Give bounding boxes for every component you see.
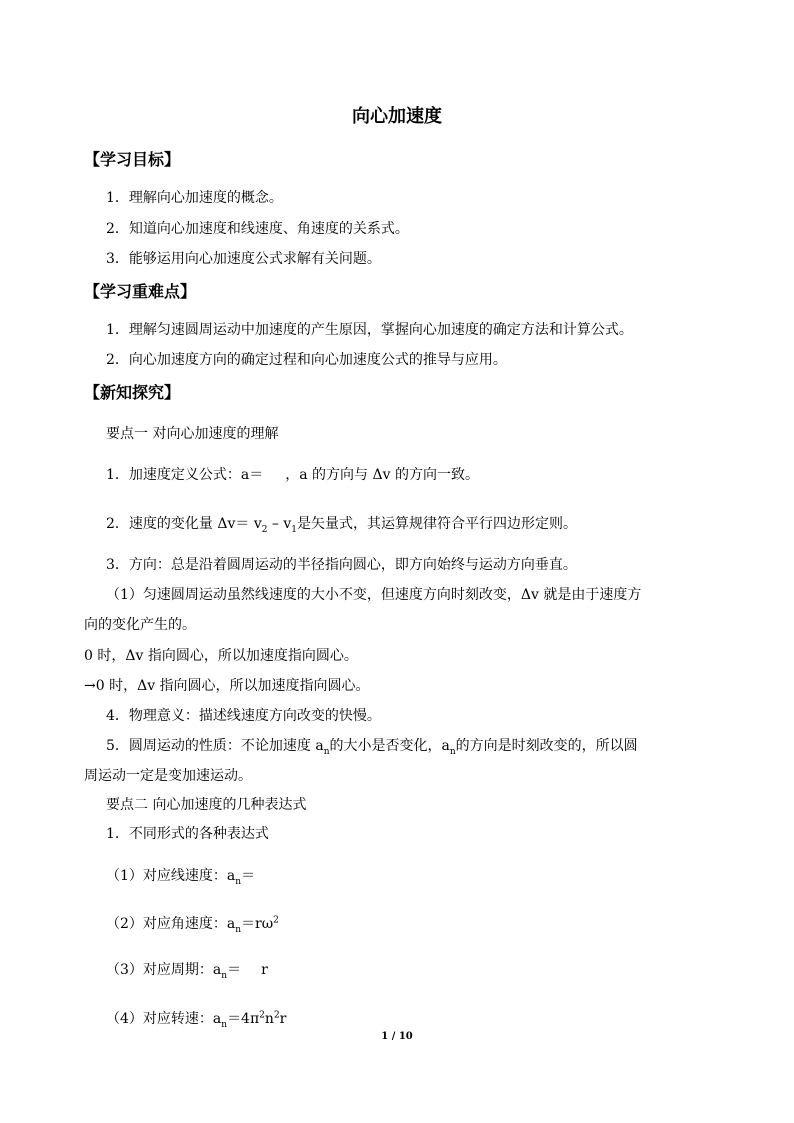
point1-line-uniform-a: （1）匀速圆周运动虽然线速度的大小不变，但速度方向时刻改变，Δv 就是由于速度方	[106, 587, 642, 603]
formula-tail: ＝4π	[227, 1011, 260, 1027]
formula-n: n	[264, 1011, 274, 1027]
point1-title: 要点一 对向心加速度的理解	[106, 426, 279, 442]
subscript-n: n	[235, 876, 242, 887]
point1-line-uniform-b: 向的变化产生的。	[84, 617, 196, 633]
key-item-2: 2．向心加速度方向的确定过程和向心加速度公式的推导与应用。	[106, 352, 507, 368]
formula-label: （4）对应转速：a	[106, 1011, 222, 1027]
point1-line-limit-1: 0 时，Δv 指向圆心，所以加速度指向圆心。	[84, 648, 358, 664]
point1-line-meaning: 4．物理意义：描述线速度方向改变的快慢。	[106, 708, 381, 724]
formula-rotation-speed	[106, 1009, 286, 1029]
point1-line-limit-2: →0 时，Δv 指向圆心，所以加速度指向圆心。	[84, 678, 370, 694]
point1-line-nature-a	[106, 736, 638, 756]
formula-linear-velocity	[106, 866, 255, 886]
formula-period	[106, 960, 268, 980]
superscript-2: 2	[273, 915, 279, 926]
point1-line-nature-b: 周运动一定是变加速运动。	[84, 768, 252, 784]
formula-angular-velocity	[106, 914, 279, 934]
superscript-2: 2	[259, 1010, 265, 1021]
nature-text-3: 的方向是时刻改变的，所以圆	[455, 738, 638, 754]
formula-label: （1）对应线速度：a	[106, 868, 236, 884]
subscript-n: n	[221, 970, 228, 981]
delta-v-prefix: 2．速度的变化量 Δv＝ v	[106, 516, 262, 532]
delta-v-minus: – v	[267, 516, 292, 532]
formula-label: （2）对应角速度：a	[106, 916, 236, 932]
page-title: 向心加速度	[352, 106, 442, 127]
subscript-1: 1	[291, 524, 298, 535]
subscript-n: n	[235, 924, 242, 935]
formula-r: r	[261, 962, 268, 978]
accel-def-prefix: 1．加速度定义公式：a＝	[106, 467, 264, 483]
formula-tail: ＝rω	[241, 916, 274, 932]
formula-r: r	[279, 1011, 287, 1027]
page-number: 1 / 10	[381, 1031, 413, 1042]
section-heading-goals: 【学习目标】	[84, 150, 181, 169]
nature-text-2: 的大小是否变化，a	[329, 738, 450, 754]
point1-line-direction: 3．方向：总是沿着圆周运动的半径指向圆心，即方向始终与运动方向垂直。	[106, 557, 577, 573]
goal-item-1: 1．理解向心加速度的概念。	[106, 190, 283, 206]
point1-line-accel-def	[106, 465, 479, 485]
nature-text-1: 5．圆周运动的性质：不论加速度 a	[106, 738, 324, 754]
delta-v-suffix: 是矢量式，其运算规律符合平行四边形定则。	[297, 516, 578, 532]
formula-eq: ＝	[227, 962, 242, 978]
subscript-n: n	[221, 1019, 228, 1030]
accel-def-suffix: ，a 的方向与 Δv 的方向一致。	[285, 467, 479, 483]
formula-label: （3）对应周期：a	[106, 962, 222, 978]
point2-subtitle: 1．不同形式的各种表达式	[106, 826, 269, 842]
section-heading-explore: 【新知探究】	[84, 383, 181, 402]
superscript-2: 2	[273, 1010, 280, 1021]
subscript-n: n	[449, 746, 456, 757]
goal-item-2: 2．知道向心加速度和线速度、角速度的关系式。	[106, 221, 409, 237]
subscript-2: 2	[261, 524, 268, 535]
section-heading-key: 【学习重难点】	[84, 282, 197, 301]
subscript-n: n	[323, 746, 330, 757]
point1-line-delta-v	[106, 514, 577, 534]
formula-tail: ＝	[241, 868, 256, 884]
key-item-1: 1．理解匀速圆周运动中加速度的产生原因，掌握向心加速度的确定方法和计算公式。	[106, 322, 633, 338]
point2-title: 要点二 向心加速度的几种表达式	[106, 797, 307, 813]
goal-item-3: 3．能够运用向心加速度公式求解有关问题。	[106, 251, 381, 267]
